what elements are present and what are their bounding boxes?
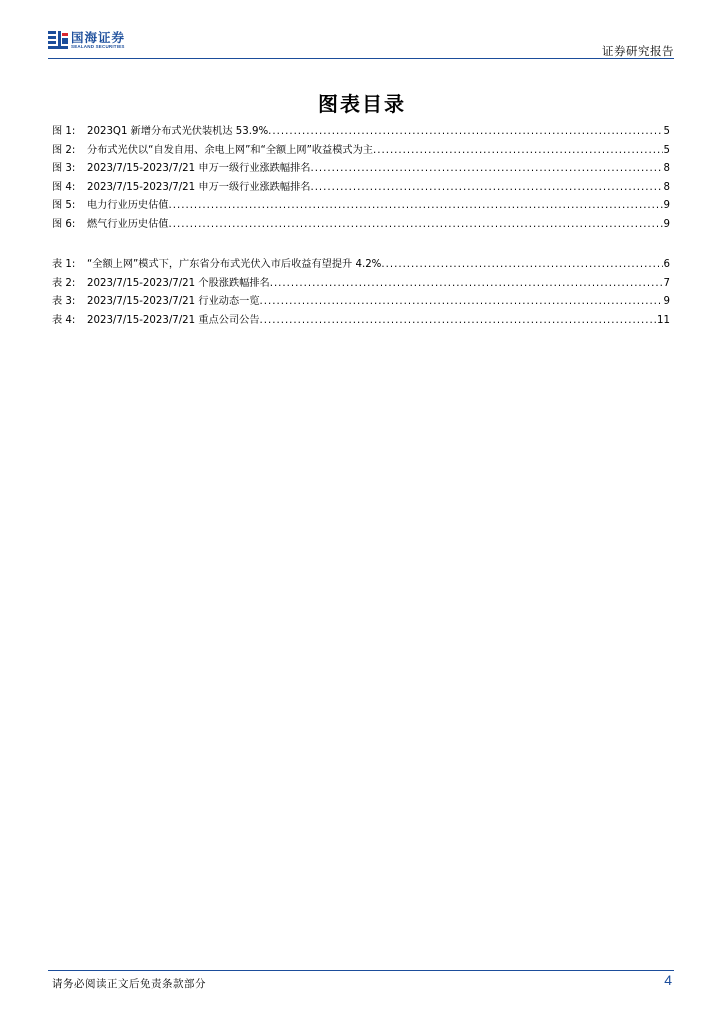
entry-title: 电力行业历史估值 — [87, 200, 169, 212]
header-divider — [48, 58, 674, 59]
entry-title: “全额上网”模式下，广东省分布式光伏入市后收益有望提升 4.2% — [87, 259, 382, 270]
dot-leader — [268, 126, 662, 137]
entry-title: 分布式光伏以“自发自用、余电上网”和“全额上网”收益模式为主 — [87, 144, 373, 156]
toc-entry[interactable] — [52, 274, 670, 293]
entry-page: 7 — [663, 277, 670, 289]
entry-title: 2023/7/15-2023/7/21 行业动态一览 — [87, 296, 260, 308]
dot-leader — [373, 145, 663, 156]
entry-title: 2023/7/15-2023/7/21 申万一级行业涨跌幅排名 — [87, 163, 311, 175]
entry-page: 9 — [663, 200, 670, 212]
entry-label: 表 2: — [52, 277, 76, 289]
entry-page: 9 — [663, 296, 670, 308]
entry-label: 表 4: — [52, 314, 76, 326]
page-title: 图表目录 — [318, 92, 406, 116]
entry-label: 表 1: — [52, 259, 76, 270]
toc-entry[interactable] — [52, 196, 670, 215]
dot-leader — [381, 259, 662, 270]
dot-leader — [310, 182, 662, 193]
dot-leader — [260, 296, 663, 307]
page-number: 4 — [664, 972, 672, 988]
report-type: 证券研究报告 — [602, 44, 674, 58]
toc-entry[interactable] — [52, 255, 670, 274]
entry-label: 图 4: — [52, 181, 76, 193]
entry-label: 图 3: — [52, 163, 76, 175]
entry-page: 5 — [663, 144, 670, 156]
entry-title: 燃气行业历史估值 — [87, 218, 169, 230]
entry-page: 8 — [663, 163, 670, 175]
footer-divider — [48, 970, 674, 971]
logo-name-cn: 国海证券 — [71, 29, 126, 45]
entry-label: 图 6: — [52, 218, 76, 230]
page-header — [48, 28, 674, 60]
table-list — [52, 255, 670, 329]
entry-page: 9 — [663, 218, 670, 230]
logo-name-en: SEALAND SECURITIES — [71, 43, 125, 49]
entry-page: 11 — [657, 314, 670, 326]
sealand-logo — [48, 30, 125, 50]
sealand-logo-icon — [48, 30, 68, 50]
toc-entry[interactable] — [52, 178, 670, 197]
toc-entry[interactable] — [52, 292, 670, 311]
dot-leader — [169, 219, 663, 230]
entry-page: 5 — [663, 126, 670, 137]
entry-page: 8 — [663, 181, 670, 193]
figure-list — [52, 122, 670, 234]
entry-label: 表 3: — [52, 296, 76, 308]
entry-title: 2023/7/15-2023/7/21 申万一级行业涨跌幅排名 — [87, 181, 311, 193]
entry-page: 6 — [663, 259, 670, 270]
toc-entry[interactable] — [52, 215, 670, 234]
entry-label: 图 1: — [52, 126, 76, 137]
dot-leader — [260, 315, 657, 326]
entry-title: 2023/7/15-2023/7/21 个股涨跌幅排名 — [87, 277, 270, 289]
dot-leader — [310, 163, 662, 174]
entry-title: 2023Q1 新增分布式光伏装机达 53.9% — [87, 126, 269, 137]
toc-entry[interactable] — [52, 122, 670, 141]
toc-entry[interactable] — [52, 141, 670, 160]
toc-entry[interactable] — [52, 311, 670, 330]
entry-label: 图 5: — [52, 200, 76, 212]
entry-label: 图 2: — [52, 144, 76, 156]
entry-title: 2023/7/15-2023/7/21 重点公司公告 — [87, 314, 260, 326]
dot-leader — [169, 200, 663, 211]
disclaimer-note: 请务必阅读正文后免责条款部分 — [52, 978, 206, 990]
dot-leader — [270, 278, 663, 289]
toc-entry[interactable] — [52, 159, 670, 178]
